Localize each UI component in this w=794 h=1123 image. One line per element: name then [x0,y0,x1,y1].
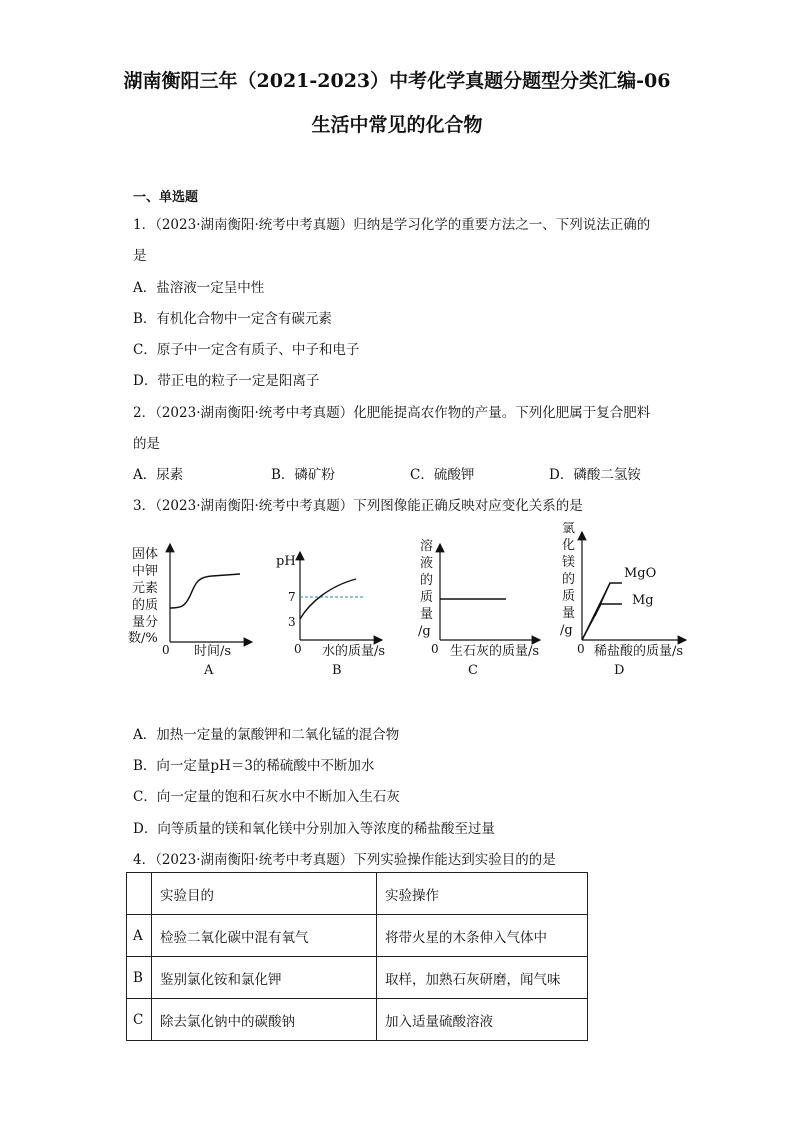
table-cell: 加入适量硫酸溶液 [377,999,588,1041]
q3-option-a: A．加热一定量的氯酸钾和二氧化锰的混合物 [133,727,400,743]
table-cell: 将带火星的木条伸入气体中 [377,915,588,957]
graph-a-ylabel-5: 量分 [132,615,159,630]
graph-c-xlabel: 生石灰的质量/s [450,644,540,659]
graph-d-ylabel-2: 化 [562,538,576,553]
graph-c-caption: C [468,663,478,678]
table-cell: 检验二氧化碳中混有氧气 [152,915,377,957]
graph-a [128,544,252,678]
graph-b-origin: 0 [294,642,302,656]
graph-d [560,522,686,678]
graph-b [276,552,385,678]
graph-c-ylabel-3: 的 [420,573,434,588]
q3-option-b: B．向一定量pH＝3的稀硫酸中不断加水 [133,758,375,774]
graph-a-curve [170,574,240,608]
q2-option-d: D．磷酸二氢铵 [549,467,641,483]
graph-c-ylabel-1: 溶 [420,539,434,554]
graph-a-caption: A [204,663,214,678]
graph-d-ylabel-6: 量 [562,606,576,621]
q1-option-b: B．有机化合物中一定含有碳元素 [133,311,332,327]
table-header-cell: 实验目的 [152,873,377,915]
q2-stem: 2．（2023·湖南衡阳·统考中考真题）化肥能提高农作物的产量。下列化肥属于复合肥料 [133,405,651,421]
q3-option-c: C．向一定量的饱和石灰水中不断加入生石灰 [133,789,400,805]
q1-option-d: D．带正电的粒子一定是阳离子 [133,373,320,389]
graph-c-origin: 0 [431,642,439,656]
graph-a-ylabel-2: 中钾 [132,564,159,579]
table-cell: 取样，加熟石灰研磨，闻气味 [377,957,588,999]
q4-stem: 4．（2023·湖南衡阳·统考中考真题）下列实验操作能达到实验目的的是 [133,852,556,868]
graph-b-caption: B [332,663,342,678]
q2-option-b: B．磷矿粉 [271,467,335,483]
graph-a-ylabel-4: 的质 [132,598,159,613]
graph-a-xlabel: 时间/s [194,644,232,659]
graph-d-xlabel: 稀盐酸的质量/s [594,644,684,659]
q3-stem: 3．（2023·湖南衡阳·统考中考真题）下列图像能正确反映对应变化关系的是 [133,498,583,514]
graph-c [418,538,540,678]
graph-d-caption: D [614,663,625,678]
table-header-cell: 实验操作 [377,873,588,915]
graph-c-ylabel-6: /g [418,624,431,639]
graph-d-ylabel-3: 镁 [562,555,576,570]
doc-title-line2: 生活中常见的化合物 [311,114,483,136]
graph-a-ylabel-1: 固体 [132,547,159,562]
graph-b-curve [300,579,356,619]
graph-b-ylabel: pH [276,554,296,569]
q2-option-a: A．尿素 [133,467,184,483]
graph-c-ylabel-5: 量 [420,607,434,622]
graph-d-ylabel-1: 氯 [562,522,576,536]
q3-graphs [120,522,700,682]
doc-title-line1: 湖南衡阳三年（2021-2023）中考化学真题分题型分类汇编-06 [123,70,671,92]
graph-b-xlabel: 水的质量/s [322,644,386,659]
table-header-row [127,873,588,915]
graph-c-ylabel-4: 质 [420,590,434,605]
table-cell: A [127,915,152,957]
table-header-cell [127,873,152,915]
graph-b-tick-3: 3 [288,615,296,629]
q1-stem: 1．（2023·湖南衡阳·统考中考真题）归纳是学习化学的重要方法之一、下列说法正确的 [133,217,651,233]
graph-c-ylabel-2: 液 [420,556,434,571]
graph-d-label-mgo: MgO [624,566,657,581]
q3-option-d: D．向等质量的镁和氧化镁中分别加入等浓度的稀盐酸至过量 [133,821,495,837]
q1-stem-cont: 是 [133,248,147,264]
section-header: 一、单选题 [133,190,199,205]
graph-a-origin: 0 [162,643,170,657]
q1-option-a: A．盐溶液一定呈中性 [133,280,265,296]
graph-b-tick-7: 7 [288,590,296,604]
graph-d-label-mg: Mg [632,593,654,608]
q1-option-c: C．原子中一定含有质子、中子和电子 [133,342,360,358]
table-cell: 除去氯化钠中的碳酸钠 [152,999,377,1041]
graph-d-origin: 0 [577,642,585,656]
q4-table [126,872,588,1041]
table-cell: 鉴别氯化铵和氯化钾 [152,957,377,999]
graph-d-ylabel-5: 质 [562,589,576,604]
table-row [127,915,588,957]
table-row [127,957,588,999]
graph-a-ylabel-6: 数/% [128,631,158,646]
graph-d-ylabel-4: 的 [562,572,576,587]
q2-option-c: C．硫酸钾 [410,467,475,483]
graph-a-ylabel-3: 元素 [132,581,159,596]
graph-d-mg-line [582,604,622,640]
q2-stem-cont: 的是 [133,436,160,452]
graph-d-ylabel-7: /g [560,623,573,638]
table-row [127,999,588,1041]
table-cell: B [127,957,152,999]
table-cell: C [127,999,152,1041]
graph-d-mgo-line [582,583,622,640]
